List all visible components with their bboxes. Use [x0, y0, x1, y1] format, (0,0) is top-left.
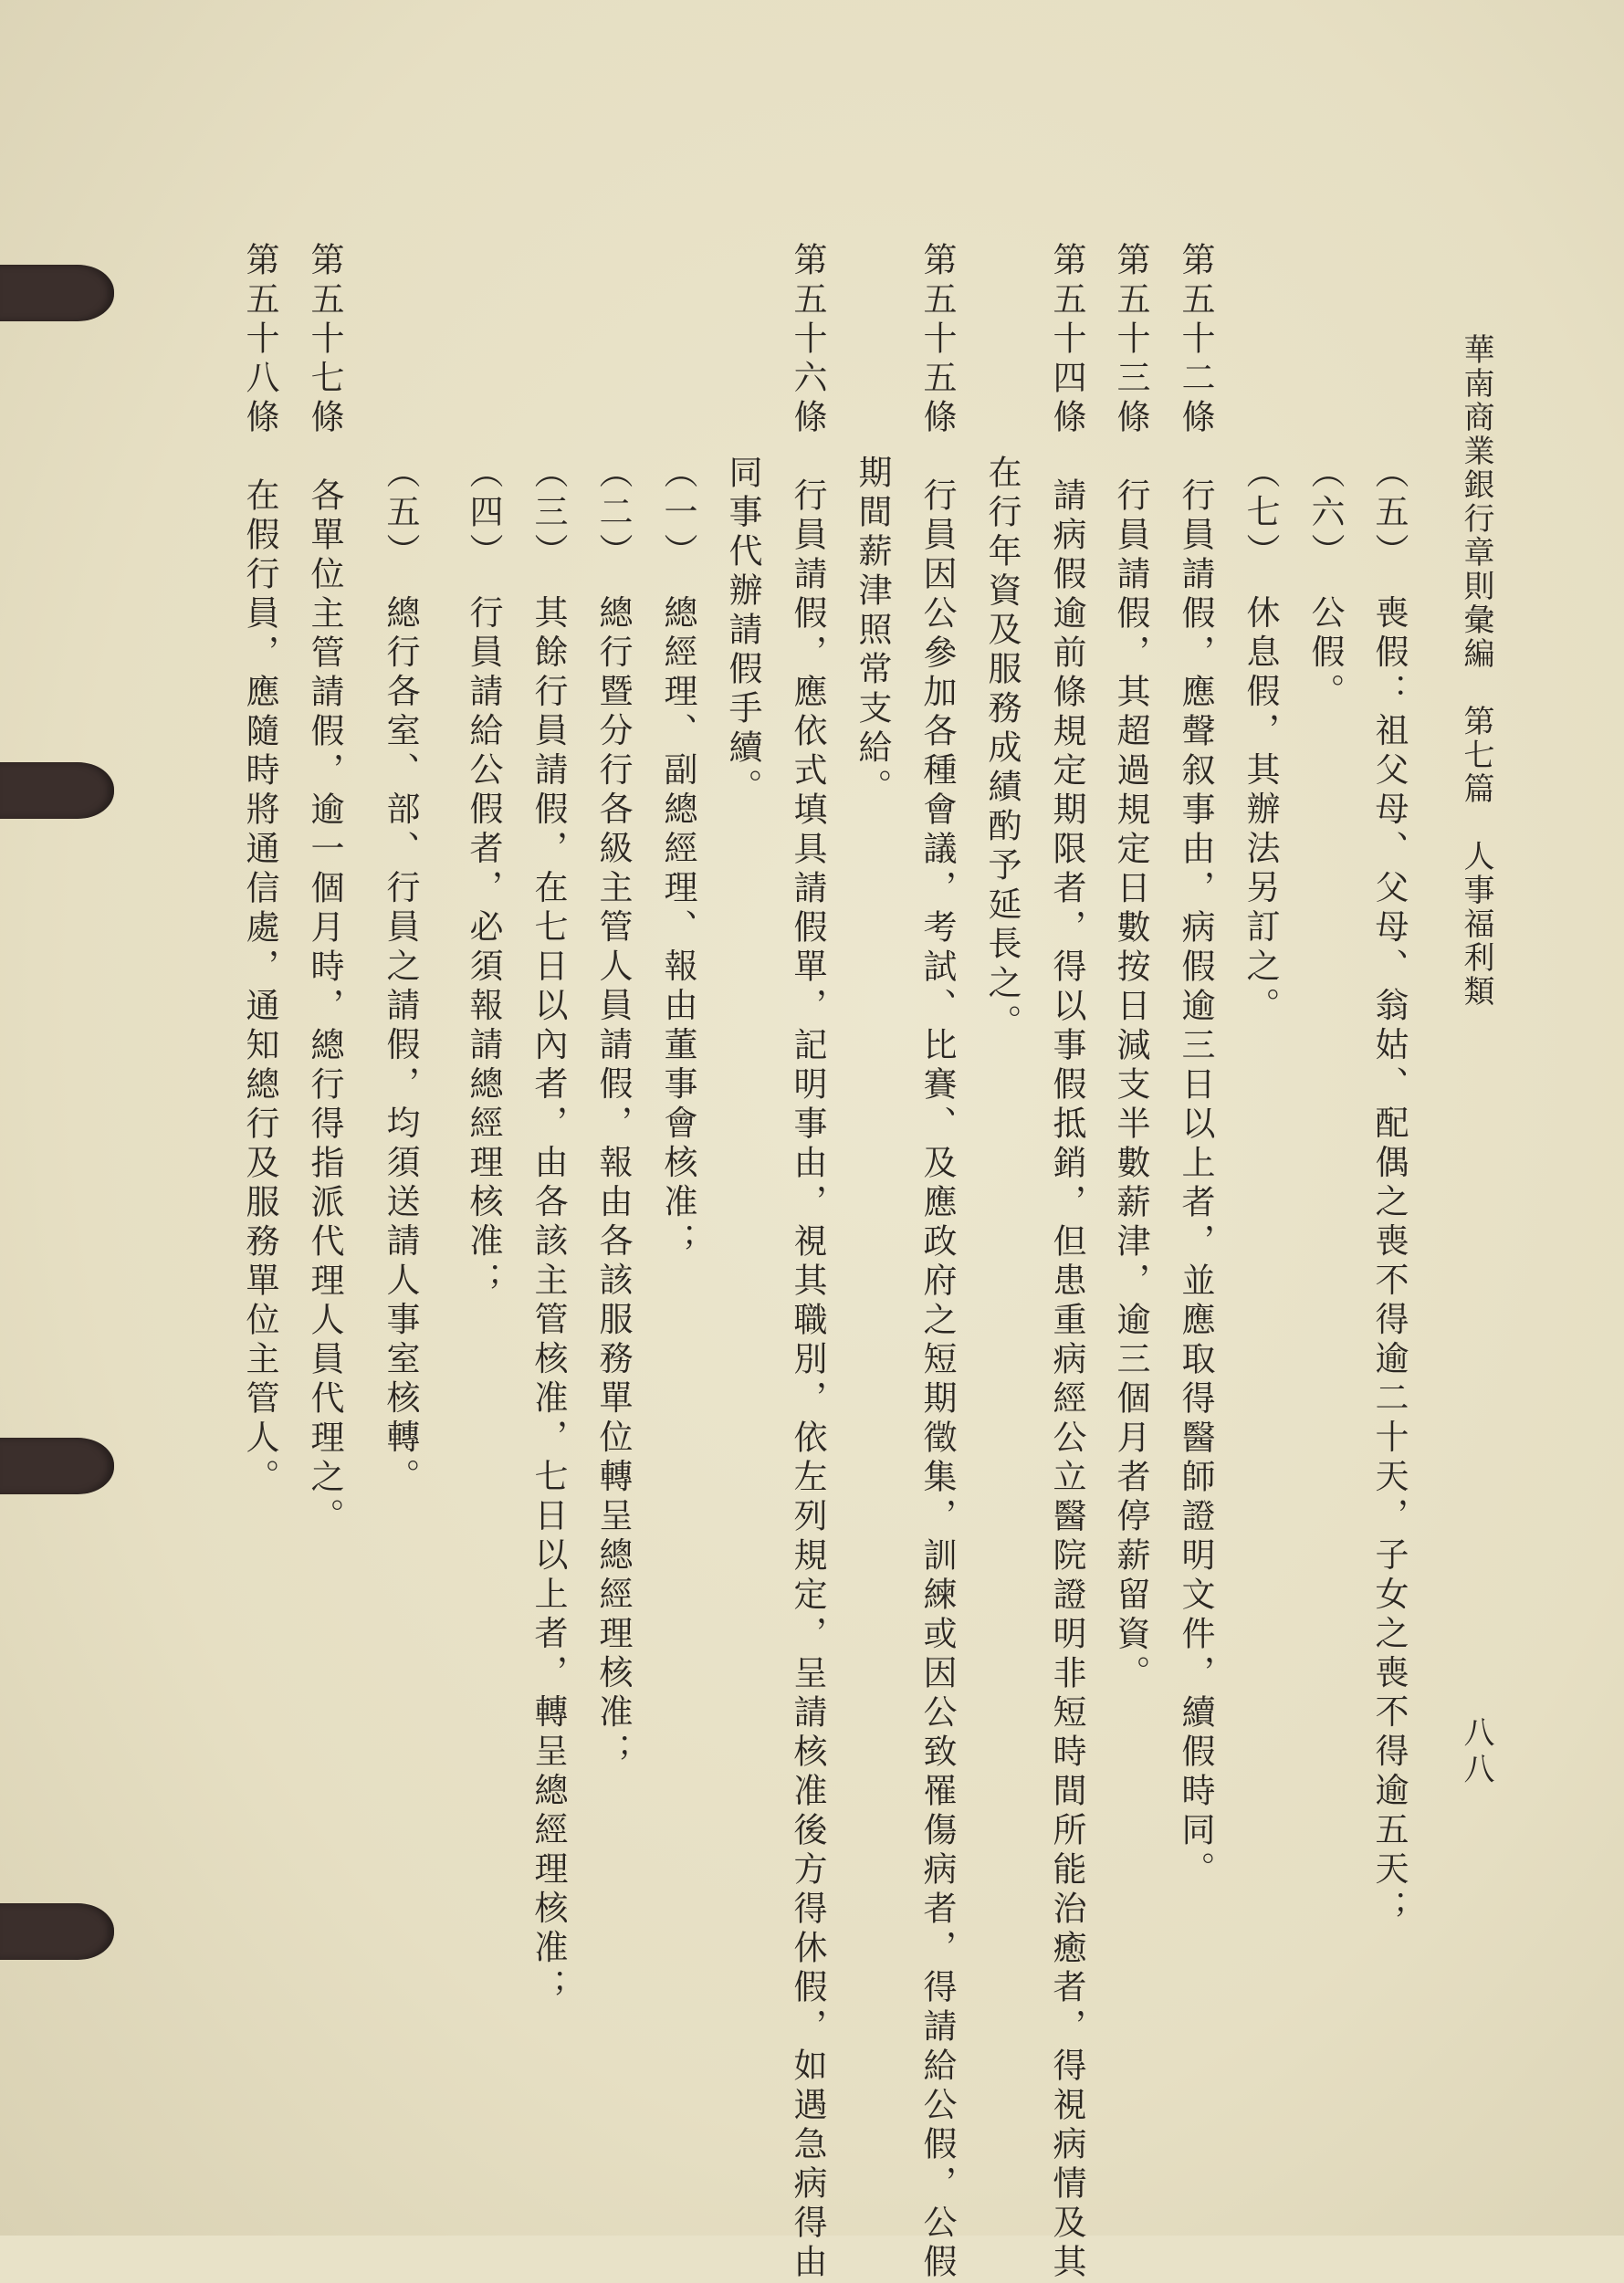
- text-column: 在行年資及服務成績酌予延長之。: [982, 455, 1022, 1043]
- text-column: 期間薪津照常支給。: [853, 455, 892, 808]
- binding-hole: [0, 1438, 114, 1494]
- text-column: 第五十八條 在假行員，應隨時將通信處，通知總行及服務單位主管人。: [240, 242, 279, 1498]
- binding-hole: [0, 265, 114, 321]
- text-column: （三） 其餘行員請假，在七日以內者，由各該主管核准，七日以上者，轉呈總經理核准；: [529, 455, 568, 2008]
- text-column: 第五十三條 行員請假，其超過規定日數按日減支半數薪津，逾三個月者停薪留資。: [1111, 242, 1150, 1694]
- running-head: 華南商業銀行章則彙編 第七篇 人事福利類: [1458, 333, 1494, 1009]
- binding-hole: [0, 762, 114, 819]
- text-column: （五） 總行各室、部、行員之請假，均須送請人事室核轉。: [381, 455, 420, 1498]
- text-column: 第五十七條 各單位主管請假，逾一個月時，總行得指派代理人員代理之。: [305, 242, 344, 1537]
- text-column: （五） 喪假：祖父母、父母、翁姑、配偶之喪不得逾二十天，子女之喪不得逾五天；: [1369, 455, 1409, 1930]
- text-column: 第五十五條 行員因公參加各種會議，考試、比賽、及應政府之短期徵集，訓練或因公致罹傷病者，得請給公假，公假: [917, 242, 957, 2283]
- text-column: 第五十六條 行員請假，應依式填具請假單，記明事由，視其職別，依左列規定，呈請核准後方得休假，如遇急病得由: [788, 242, 827, 2283]
- text-column: （六） 公假。: [1305, 455, 1345, 713]
- text-column: 同事代辦請假手續。: [723, 455, 762, 808]
- binding-hole: [0, 1903, 114, 1960]
- text-column: （二） 總行暨分行各級主管人員請假，報由各該服務單位轉呈總經理核准；: [593, 455, 633, 1773]
- page-number: 八八: [1458, 1716, 1494, 1789]
- text-column: 第五十四條 請病假逾前條規定期限者，得以事假抵銷，但患重病經公立醫院證明非短時間所能治癒者，得視病情及其: [1047, 242, 1086, 2283]
- text-column: 第五十二條 行員請假，應聲叙事由，病假逾三日以上者，並應取得醫師證明文件，續假時同。: [1176, 242, 1215, 1890]
- text-column: （四） 行員請給公假者，必須報請總經理核准；: [464, 455, 503, 1302]
- text-column: （七） 休息假，其辦法另訂之。: [1241, 455, 1280, 1027]
- text-column: （一） 總經理、副總經理、報由董事會核准；: [658, 455, 697, 1262]
